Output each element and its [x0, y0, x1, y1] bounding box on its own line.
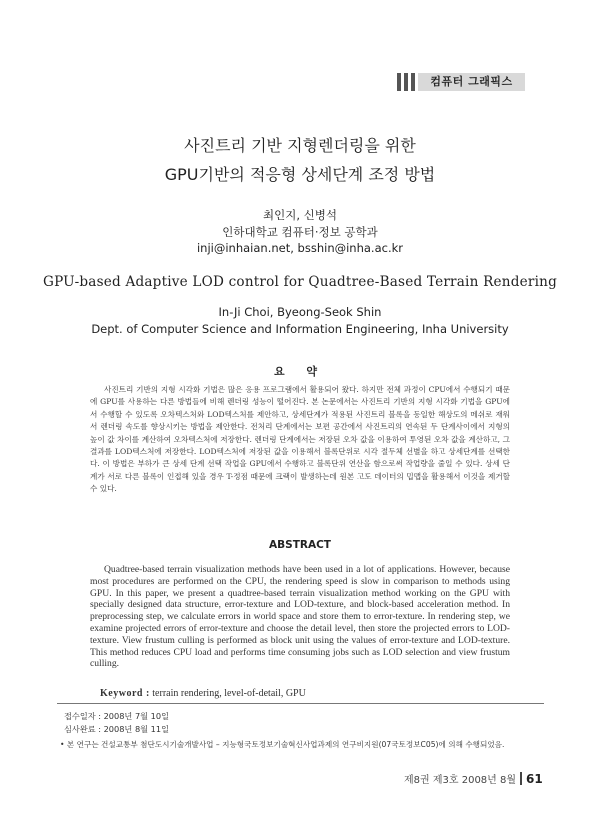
keyword-label: Keyword :	[100, 688, 150, 699]
received-date: 접수일자 : 2008년 7월 10일	[64, 711, 169, 721]
page-footer	[404, 771, 543, 786]
accepted-date: 심사완료 : 2008년 8월 11일	[64, 724, 169, 734]
affiliation-ko: 인하대학교 컴퓨터·정보 공학과	[222, 225, 378, 239]
title-ko-line-1: 사진트리 기반 지형렌더링을 위한	[184, 136, 416, 155]
keyword-list: terrain rendering, level-of-detail, GPU	[152, 688, 306, 699]
title-ko-line-2: GPU기반의 적응형 상세단계 조정 방법	[164, 165, 436, 184]
section-tag: 컴퓨터 그래픽스	[418, 73, 525, 91]
keywords	[100, 688, 306, 699]
divider	[57, 703, 544, 704]
abstract-en-body: Quadtree-based terrain visualization methods have been used in a lot of applications. However, because most procedures are performed on the CPU, the rendering speed is slow in comparison to methods using GPU. In this paper, we present a quadtree-based terrain visualization method working on the GPU with specially designed data structure, error-texture and LOD-texture, and block-based acceleration method. In preprocessing step, we calculate errors in world space and store them to error-texture. In rendering step, we examine projected errors of error-texture and choose the detail level, then store the projected errors to LOD-texture. View frustum culling is performed as block unit using the values of error-texture and LOD-texture. This method reduces CPU load and performs time consuming jobs such as LOD selection and view frustum culling.	[90, 564, 510, 670]
footer-separator	[520, 772, 522, 785]
abstract-ko-body: 사진트리 기반의 지형 시각화 기법은 많은 응용 프로그램에서 활용되어 왔다. 하지만 전체 과정이 CPU에서 수행되기 때문에 GPU를 사용하는 다른 방법들에 비해 렌더링 성능이 떨어진다. 본 논문에서는 사진트리 기반의 지형 시각화 기법을 GPU에서 수행할 수 있도록 오차텍스처와 LOD텍스처를 제안하고, 상세단계가 적용된 사진트리 블록을 동일한 해상도의 메쉬로 재워서 렌더링 속도를 향상시키는 방법을 제안한다. 전처리 단계에서는 보편 공간에서 사진트리의 연속된 두 단계사이에서 지형의 높이 값 차이를 계산하여 오차텍스처에 저장한다. 렌더링 단계에서는 저장된 오차 값을 이용하여 투영된 오차 값을 계산하고, 그 결과를 LOD텍스처에 저장한다. LOD텍스처에 저장된 값을 이용해서 블록단위로 시각 절두체 선별을 하고 상세단계를 선택한다. 이 방법은 부하가 큰 상세 단계 선택 작업을 GPU에서 수행하고 블록단위 연산을 함으로써 작업량을 줄일 수 있다. 상세 단계가 서로 다른 블록이 인접해 있을 경우 T-정점 때문에 크랙이 발생하는데 원본 고도 데이터의 밉맵을 활용해서 이것을 제거할 수 있다.	[90, 385, 510, 494]
authors-ko: 최인지, 신병석	[263, 208, 337, 222]
journal-info: 제8권 제3호 2008년 8월	[404, 775, 517, 786]
title-en: GPU-based Adaptive LOD control for Quadtree-Based Terrain Rendering	[43, 274, 557, 290]
affiliation-en: Dept. of Computer Science and Information Engineering, Inha University	[91, 322, 509, 336]
funding-note: • 본 연구는 건설교통부 첨단도시기술개발사업 – 지능형국토정보기술혁신사업과제의 연구비지원(07국토정보C05)에 의해 수행되었음.	[60, 740, 505, 749]
page-number: 61	[526, 772, 543, 786]
authors-en: In-Ji Choi, Byeong-Seok Shin	[218, 305, 382, 319]
abstract-en-heading: ABSTRACT	[269, 539, 331, 551]
section-tag-bars	[397, 73, 415, 91]
abstract-ko-heading: 요 약	[273, 365, 327, 378]
author-emails: inji@inhaian.net, bsshin@inha.ac.kr	[196, 241, 403, 255]
